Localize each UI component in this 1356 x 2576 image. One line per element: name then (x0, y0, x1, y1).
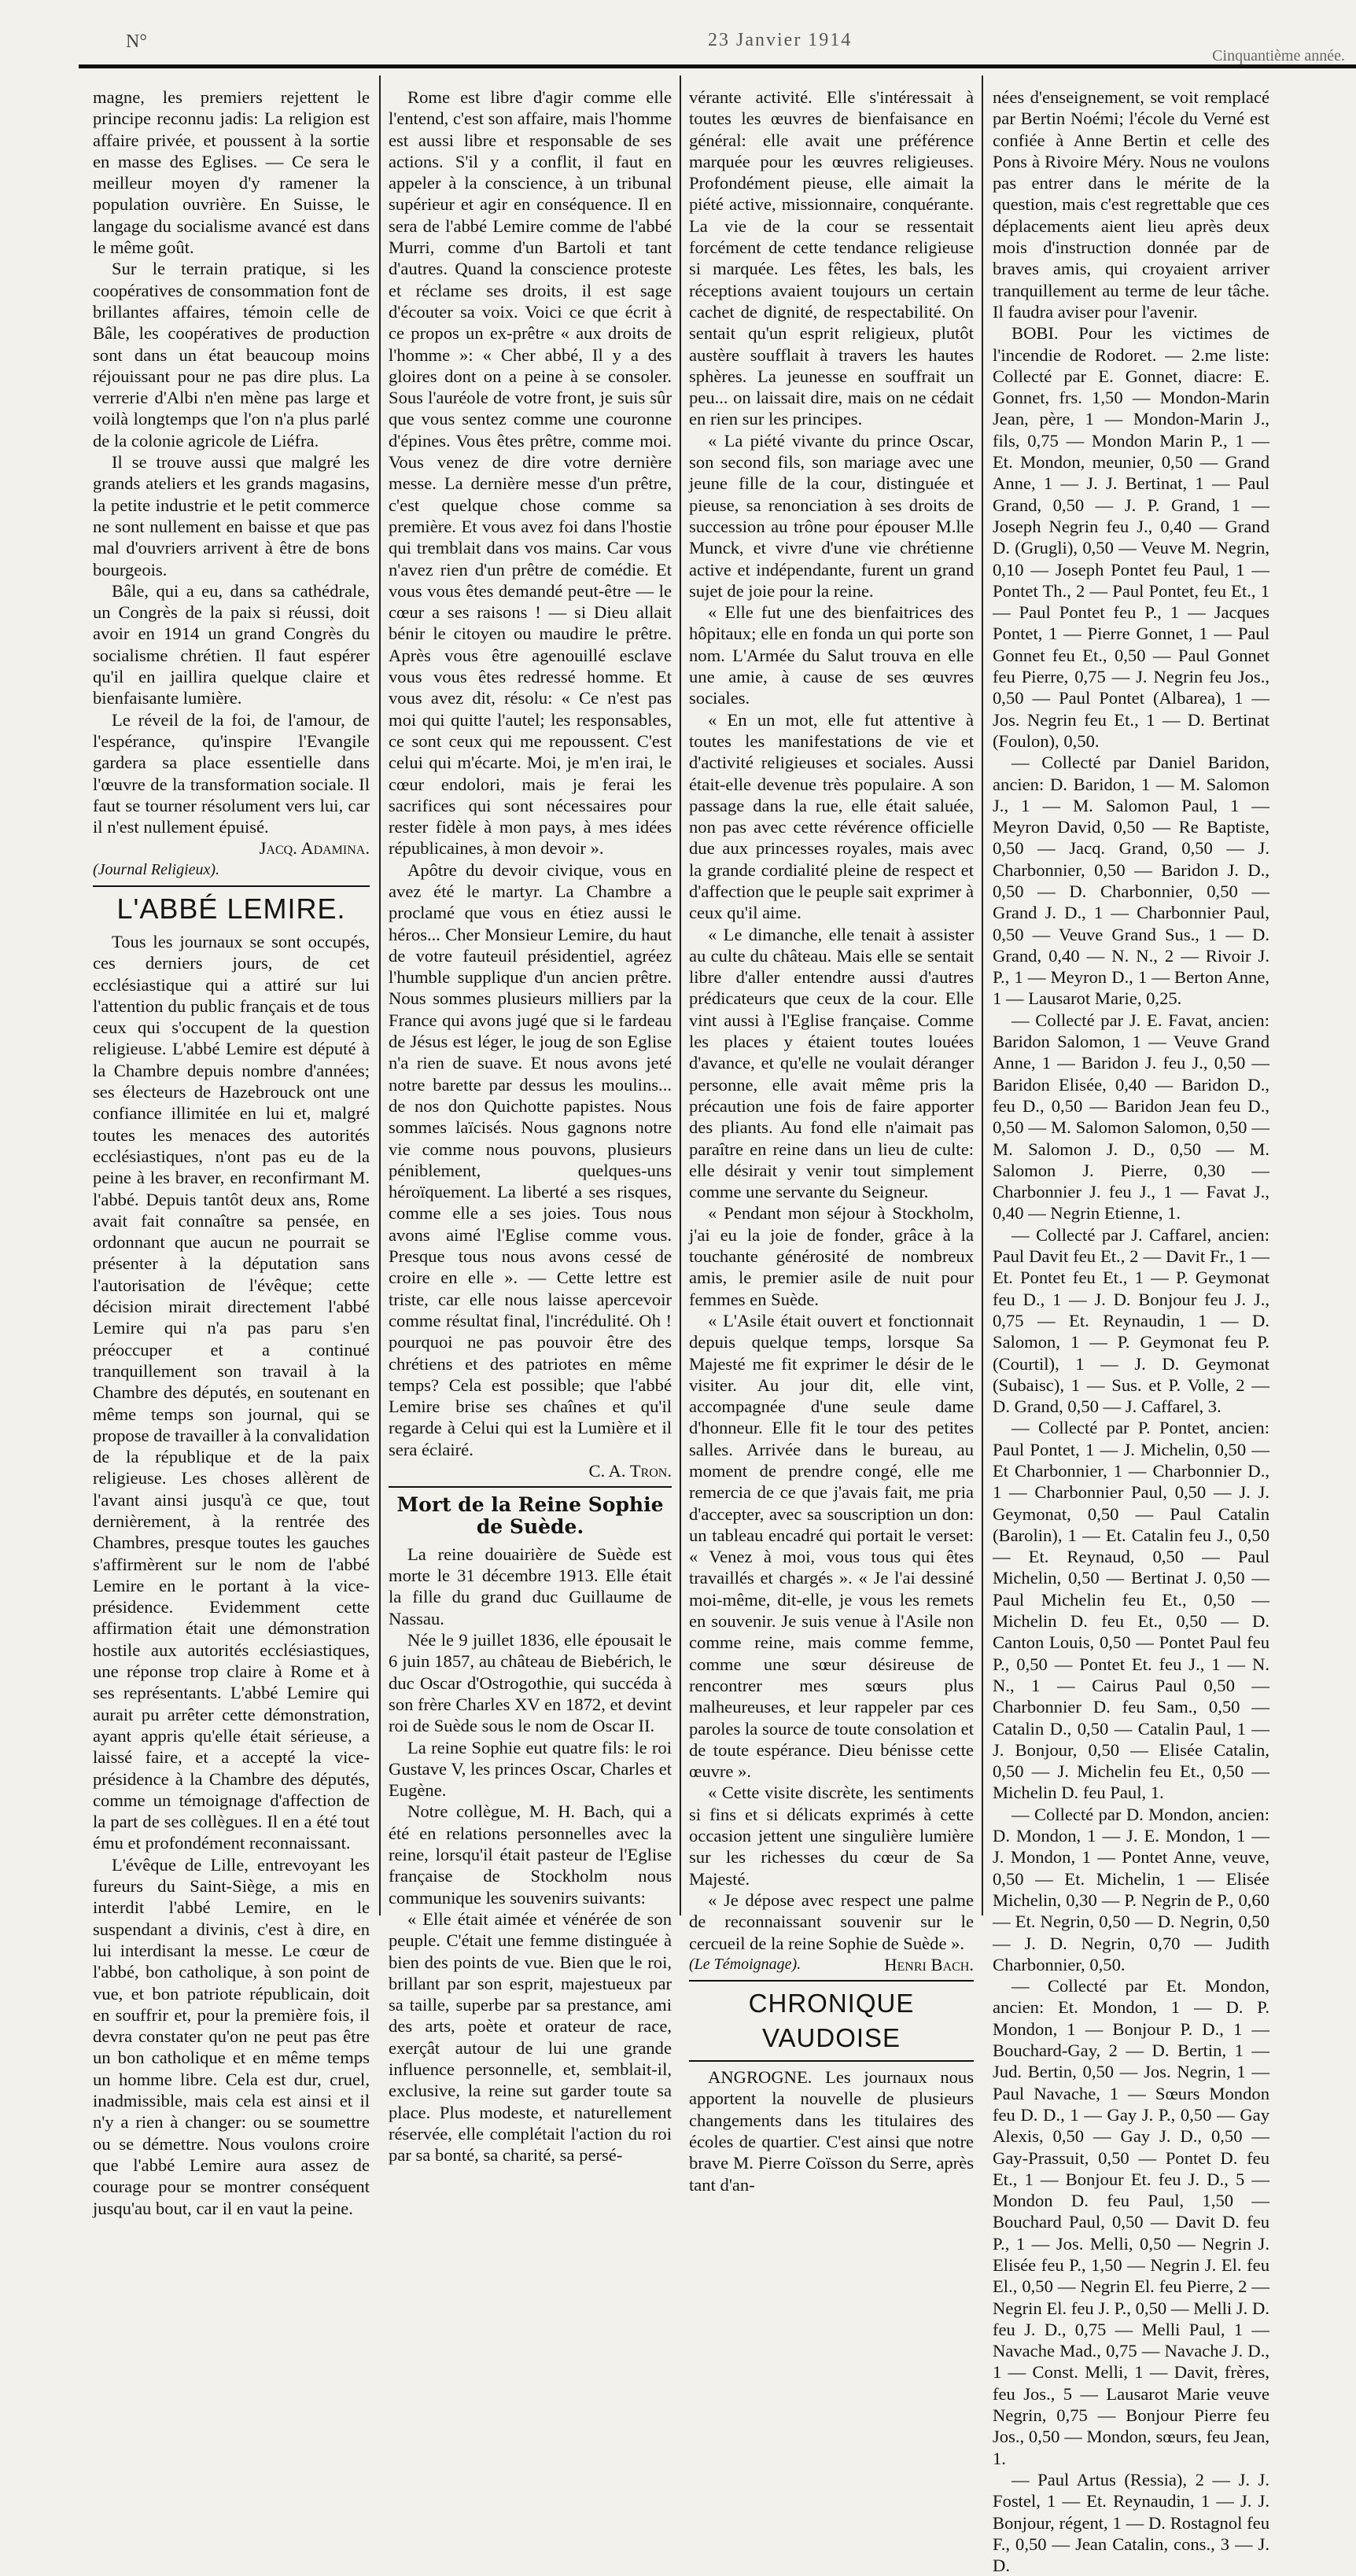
article-paragraph: Il se trouve aussi que malgré les grands ateliers et les grands magasins, la petite industrie et le petit commerce ne sont nullement en baisse et que pas mal d'ouvriers arrivent à être de bons bourgeois. (93, 452, 370, 580)
column-2 (389, 86, 672, 2166)
reine-headline: Mort de la Reine Sophie de Suède. (396, 1493, 664, 1538)
section-rule (93, 885, 370, 887)
section-rule (389, 1486, 672, 1488)
article-paragraph: Notre collègue, M. H. Bach, qui a été en relations personnelles avec la reine, lorsqu'il était pasteur de l'Eglise française de Stockholm nous communique les souvenirs suivants: (389, 1801, 672, 1908)
article-paragraph: vérante activité. Elle s'intéressait à toutes les œuvres de bienfaisance en général: elle avait une préférence marquée pour les œuvres religieuses. Profondément pieuse, elle aimait la piété active, missionnaire, conquérante. La vie de la cour se ressentait forcément de cette tendance religieuse si marquée. Les fêtes, les bals, les réceptions avaient toujours un certain cachet de dignité, de respectabilité. On sentait qu'un esprit religieux, plutôt austère soufflait à travers les hautes sphères. La jeunesse en souffrait un peu... on laissait dire, mais on ne cédait en rien sur les principes. (689, 87, 974, 429)
article-paragraph: Bâle, qui a eu, dans sa cathédrale, un Congrès de la paix si réussi, doit avoir en 1914 un grand Congrès du socialisme chrétien. Il faut espérer qu'il en jaillira quelque claire et bienfaisante lumière. (93, 580, 370, 708)
article-paragraph: « L'Asile était ouvert et fonctionnait depuis quelque temps, lorsque Sa Majesté me fit exprimer le désir de le visiter. Au jour dit, elle vint, accompagnée d'une seule dame d'honneur. Elle fit le tour des petites salles. Arrivée dans le bureau, au moment de prendre congé, elle me remercia de ce que j'avais fait, me pria d'accepter, avec sa souscription un don: un tableau encadré qui portait le verset: « Venez à moi, vous tous qui êtes travaillés et chargés ». « Je l'ai dessiné moi-même, dit-elle, je vous les remets en souvenir. Je suis venue à l'Asile non comme reine, mais comme femme, comme une sœur désireuse de rencontrer mes sœurs plus malheureuses, et leur rappeler par ces paroles la source de toute consolation et de toute espérance. Dieu bénisse cette œuvre ». (689, 1310, 974, 1782)
article-paragraph: « Cette visite discrète, les sentiments si fins et si délicats exprimés à cette occasion jettent une singulière lumière sur les richesses du cœur de Sa Majesté. (689, 1783, 974, 1889)
article-paragraph: Le réveil de la foi, de l'amour, de l'espérance, qu'inspire l'Evangile gardera sa place essentielle dans l'œuvre de la transformation sociale. Il faut se tourner résolument vers lui, car il n'est nullement épuisé. (93, 709, 370, 837)
year-label: Cinquantième année. (1212, 47, 1345, 64)
article-paragraph: Sur le terrain pratique, si les coopératives de consommation font de brillantes affaires, témoin celle de Bâle, les coopératives de production sont dans un état beaucoup moins réjouissant pour ne pas dire plus. La verrerie d'Albi n'en mène pas large et voilà longtemps que l'on n'a plus parlé de la colonie agricole de Liéfra. (93, 259, 370, 451)
subscription-list: — Collecté par J. E. Favat, ancien: Baridon Salomon, 1 — Veuve Grand Anne, 1 — Baridon J. feu J., 0,50 — Baridon Elisée, 0,40 — Baridon D., feu D., 0,50 — Baridon Jean feu D., 0,50 — M. Salomon Salomon, 0,50 — M. Salomon J. D., 0,50 — M. Salomon J. Pierre, 0,30 — Charbonnier J. feu J., 1 — Favat J., 0,40 — Negrin Etienne, 1. (993, 1010, 1269, 1224)
subscription-list: — Collecté par Et. Mondon, ancien: Et. Mondon, 1 — D. P. Mondon, 1 — Bonjour P. D., 1 — Bouchard-Gay, 2 — D. Bertin, 1 — Jud. Bertin, 0,50 — Jos. Negrin, 1 — Paul Navache, 1 — Sœurs Mondon feu D. D., 1 — Gay J. P., 0,50 — Gay Alexis, 0,50 — Gay J. D., 0,50 — Gay-Prassuit, 0,50 — Pontet D. feu Et., 1 — Bonjour Et. feu J. D., 5 — Mondon D. feu Paul, 1,50 — Bouchard Paul, 0,50 — Davit D. feu P., 1 — Jos. Melli, 0,50 — Negrin J. Elisée feu P., 1,50 — Negrin J. El. feu El., 0,50 — Negrin El. feu Pierre, 2 — Negrin El. feu J. P., 0,50 — Melli J. D. feu J. D., 0,75 — Melli Paul, 1 — Navache Mad., 0,75 — Navache J. D., 1 — Const. Melli, 1 — Davit, frères, feu Jos., 5 — Lausarot Marie veuve Negrin, 0,75 — Bonjour Pierre feu Jos., 0,50 — Mondon, sœurs, feu Jean, 1. (993, 1976, 1269, 2468)
article-paragraph: La reine douairière de Suède est morte le 31 décembre 1913. Elle était la fille du grand duc Guillaume de Nassau. (389, 1544, 672, 1628)
article-paragraph: La reine Sophie eut quatre fils: le roi Gustave V, les princes Oscar, Charles et Eugène. (389, 1737, 672, 1801)
article-credit (689, 1954, 974, 1975)
article-paragraph: « Pendant mon séjour à Stockholm, j'ai eu la joie de fonder, grâce à la touchante générosité de nombreux amis, le premier asile de nuit pour femmes en Suède. (689, 1203, 974, 1309)
section-rule (689, 2060, 974, 2062)
article-paragraph: Née le 9 juillet 1836, elle épousait le 6 juin 1857, au château de Biebérich, le duc Oscar d'Ostrogothie, qui succéda à son frère Charles XV en 1872, et devint roi de Suède sous le nom de Oscar II. (389, 1630, 672, 1736)
subscription-list: — Paul Artus (Ressia), 2 — J. J. Fostel, 1 — Et. Reynaudin, 1 — J. J. Bonjour, régent, 1 — D. Rostagnol feu F., 0,50 — Jean Catalin, cons., 3 — J. D. (993, 2469, 1269, 2576)
subscription-list: — Collecté par Daniel Baridon, ancien: D. Baridon, 1 — M. Salomon J., 1 — M. Salomon Paul, 1 — Meyron David, 0,50 — Re Baptiste, 0,50 — Jacq. Grand, 0,50 — J. Charbonnier, 0,50 — Baridon J. D., 0,50 — D. Charbonnier, 0,50 — Grand J. D., 1 — Charbonnier Paul, 0,50 — Veuve Grand Sus., 1 — D. Grand, 0,40 — N. N., 2 — Rivoir J. P., 1 — Meyron D., 1 — Berton Anne, 1 — Lausarot Marie, 0,25. (993, 753, 1269, 1009)
section-rule (689, 1980, 974, 1982)
page-header (0, 24, 1356, 68)
issue-date: 23 Janvier 1914 (708, 30, 853, 50)
page-number: N° (126, 31, 147, 52)
article-paragraph: L'évêque de Lille, entrevoyant les fureurs du Saint-Siège, a mis en interdit l'abbé Lemire, en le suspendant a divinis, c'est à dire, en lui interdisant la messe. Le cœur de l'abbé, bon catholique, à son point de vue, et bon patriote républicain, doit en souffrir et, pour la première fois, il devra constater qu'on ne peut pas être un bon catholique et en même temps un homme libre. Cela est dur, cruel, inadmissible, mais cela est ainsi et il n'y a rien à changer: ou se soumettre ou se démettre. Nous voulons croire que l'abbé Lemire aura assez de courage pour se montrer conséquent jusqu'au bout, car il en vaut la peine. (93, 1854, 370, 2218)
article-paragraph: « Elle fut une des bienfaitrices des hôpitaux; elle en fonda un qui porte son nom. L'Armée du Salut trouva en elle une amie, à cause de ses œuvres sociales. (689, 602, 974, 708)
article-paragraph: Rome est libre d'agir comme elle l'entend, c'est son affaire, mais l'homme est aussi libre et responsable de ses actions. S'il y a conflit, il faut en appeler à la conscience, à un tribunal supérieur et agir en conséquence. Il en sera de l'abbé Lemire comme de l'abbé Murri, comme d'un Bartoli et tant d'autres. Quand la conscience proteste et réclame ses droits, il est sage d'écouter sa voix. Voici ce que écrit à ce propos un ex-prêtre « aux droits de l'homme »: « Cher abbé, Il y a des gloires dont on a peine à se consoler. Sous l'auréole de votre front, je suis sûr que vous sentez comme une couronne d'épines. Vous êtes prêtre, comme moi. Vous venez de dire votre dernière messe. La dernière messe d'un prêtre, c'est quelque chose comme sa première. Et vous avez foi dans l'hostie qui tremblait dans vos mains. Car vous n'avez rien d'un prêtre de comédie. Et vous vous êtes demandé peut-être — le cœur a ses raisons ! — si Dieu allait bénir le citoyen ou maudire le prêtre. Après vous être agenouillé esclave vous vous êtes redressé homme. Et vous avez dit, résolu: « Ce n'est pas moi qui quitte l'autel; les responsables, ce sont ceux qui me repoussent. C'est celui qui m'écarte. Moi, je m'en irai, le cœur endolori, mais je ferai les sacrifices qui sont nécessaires pour rester fidèle à mon pays, à mes idées républicaines, à mon devoir ». (389, 87, 672, 859)
column-1 (93, 86, 370, 2219)
column-3 (689, 86, 974, 2195)
subscription-list: — Collecté par P. Pontet, ancien: Paul Pontet, 1 — J. Michelin, 0,50 — Et Charbonnier, 1 — Charbonnier D., 1 — Charbonnier Paul, 0,50 — J. J. Geymonat, 0,50 — Paul Catalin (Barolin), 1 — Et. Catalin feu J., 0,50 — Et. Reynaud, 0,50 — Paul Michelin, 0,50 — Bertinat J. 0,50 — Paul Michelin feu Et., 0,50 — Michelin D. feu Et., 0,50 — D. Canton Louis, 0,50 — Pontet Paul feu P., 0,50 — Pontet Et. feu J., 1 — N. N., 1 — Cairus Paul 0,50 — Charbonnier D. feu Sam., 0,50 — Catalin D., 0,50 — Catalin Paul, 1 — J. Bonjour, 0,50 — Elisée Catalin, 0,50 — J. Michelin feu Et., 0,50 — Michelin D. feu Paul, 1. (993, 1418, 1269, 1803)
article-paragraph: magne, les premiers rejettent le principe reconnu jadis: La religion est affaire privée, et poussent à la sortie en masse des Eglises. — Ce sera le meilleur moyen d'y ramener la population ouvrière. En Suisse, le langage du socialisme avancé est dans le même goût. (93, 87, 370, 258)
article-signature: Jacq. Adamina. (259, 838, 370, 859)
article-paragraph: Apôtre du devoir civique, vous en avez été le martyr. La Chambre a proclamé que vous en étiez aussi le héros... Cher Monsieur Lemire, du haut de votre fauteuil présidentiel, agréez l'humble supplique d'un ancien prêtre. Nous sommes plusieurs milliers par la France qui avons jugé que si le fardeau de Jésus est léger, le joug de son Eglise n'a rien de suave. Et nous avons jeté notre barette par dessus les moulins... de nos don Quichotte papistes. Nous sommes laïcisés. Nous gagnons notre vie comme nous pouvons, plusieurs péniblement, quelques-uns héroïquement. La liberté a ses risques, comme elle a ses joies. Tous nous avons aimé l'Eglise comme vous. Presque tous nous avons cessé de croire en elle ». — Cette lettre est triste, car elle nous laisse apercevoir comme résultat final, l'incrédulité. Oh ! pourquoi ne pas pouvoir être des chrétiens et des patriotes en même temps? Cela est possible; que l'abbé Lemire brise ses chaînes et qu'il regarde à Celui qui est la Lumière et il sera éclairé. (389, 859, 672, 1459)
article-signature: Henri Bach. (884, 1954, 974, 1974)
article-paragraph: « En un mot, elle fut attentive à toutes les manifestations de vie et d'activité religieuses et sociales. Aussi était-elle devenue très populaire. A son passage dans la rue, elle était saluée, non pas avec cette révérence officielle due aux princesses royales, mais avec la grande cordialité pleine de respect et d'affection que le peuple sait exprimer à ceux qu'il aime. (689, 709, 974, 923)
column-divider (379, 75, 381, 1915)
subscription-list: BOBI. Pour les victimes de l'incendie de Rodoret. — 2.me liste: Collecté par E. Gonnet, diacre: E. Gonnet, frs. 1,50 — Mondon-Marin Jean, père, 1 — Mondon-Marin J., fils, 0,75 — Mondon Marin P., 1 — Et. Mondon, meunier, 0,50 — Grand Anne, 1 — J. J. Bertinat, 1 — Paul Grand, 0,50 — J. P. Grand, 1 — Joseph Negrin feu J., 0,40 — Grand D. (Grugli), 0,50 — Veuve M. Negrin, 0,10 — Joseph Pontet feu Paul, 1 — Pontet Th., 2 — Paul Pontet, feu Et., 1 — Paul Pontet feu P., 1 — Jacques Pontet, 1 — Pierre Gonnet, 1 — Paul Gonnet feu Et., 0,50 — Paul Gonnet feu Pierre, 0,75 — J. Negrin feu Jos., 0,50 — Paul Pontet (Albarea), 1 — Jos. Negrin feu Et., 1 — D. Bertinat (Foulon), 0,50. (993, 323, 1269, 751)
article-paragraph: « Le dimanche, elle tenait à assister au culte du château. Mais elle se sentait libre d'aller entendre aussi d'autres prédicateurs que ceux de la cour. Elle vint aussi à l'Eglise française. Comme les places y étaient toutes louées d'avance, et qu'elle ne voulait déranger personne, elle avait même pris la précaution une fois de faire apporter des pliants. Au fond elle n'aimait pas paraître en reine dans un lieu de culte: elle désirait y venir tout simplement comme une servante du Seigneur. (689, 924, 974, 1202)
article-signature: C. A. Tron. (588, 1461, 672, 1481)
lemire-headline: L'ABBÉ LEMIRE. (116, 892, 346, 925)
article-paragraph: « Elle était aimée et vénérée de son peuple. C'était une femme distinguée à bien des points de vue. Bien que le roi, brillant par son esprit, majestueux par sa taille, superbe par sa prestance, ami des arts, poète et orateur de race, exerçât autour de lui une grande influence personnelle, et, semblait-il, exclusive, la reine sut garder toute sa place. Plus modeste, et naturellement réservée, elle complétait l'action du roi par sa bonté, sa charité, sa persé- (389, 1908, 672, 2166)
article-paragraph: « La piété vivante du prince Oscar, son second fils, son mariage avec une jeune fille de la cour, distinguée et pieuse, sa renonciation à ses droits de succession au trône pour épouser M.lle Munck, et vivre d'une vie chrétienne active et indépendante, furent un grand sujet de joie pour la reine. (689, 430, 974, 601)
header-rule (79, 64, 1356, 68)
article-paragraph: ANGROGNE. Les journaux nous apportent la nouvelle de plusieurs changements dans les titulaires des écoles de quartier. C'est ainsi que notre brave M. Pierre Coïsson du Serre, après tant d'an- (689, 2067, 974, 2195)
article-paragraph: Tous les journaux se sont occupés, ces derniers jours, de cet ecclésiastique qui a attiré sur lui l'attention du public français et de tous ceux qui s'occupent de la question religieuse. L'abbé Lemire est député à la Chambre depuis nombre d'années; ses électeurs de Hazebrouck ont une confiance illimitée en lui et, malgré toutes les menaces des autorités ecclésiastiques, n'ont pas eu de la peine à les braver, en reconfirmant M. l'abbé. Depuis tantôt deux ans, Rome avait fait connaître sa pensée, en ordonnant que aucun ne pourrait se présenter à la députation sans l'autorisation de l'évêque; cette décision mirait directement l'abbé Lemire qui n'a pas paru s'en préoccuper et a continué tranquillement son travail à la Chambre des députés, en soutenant en même temps son journal, qui se propose de travailler à la convalidation de la république et de la paix religieuse. Les choses allèrent de l'avant ainsi jusqu'à ce que, tout dernièrement, à la rentrée des Chambres, presque toutes les gauches s'affirmèrent sur le nom de l'abbé Lemire en le portant à la vice-présidence. Evidemment cette affirmation était une démonstration hostile aux autorités ecclésiastiques, une réponse trop claire à Rome et à ses représentants. L'abbé Lemire qui aurait pu arrêter cette démonstration, ayant appris qu'elle était sérieuse, a laissé faire, et a accepté la vice-présidence à la Chambre des députés, comme un témoignage d'affection de la part de ses collègues. Il en a été tout ému et profondément reconnaissant. (93, 931, 370, 1853)
chronique-headline: CHRONIQUE VAUDOISE (748, 1989, 915, 2053)
article-source: (Journal Religieux). (93, 860, 220, 878)
column-divider (982, 75, 983, 1915)
article-source: (Le Témoignage). (689, 1955, 801, 1973)
subscription-list: — Collecté par J. Caffarel, ancien: Paul Davit feu Et., 2 — Davit Fr., 1 — Et. Pontet feu Et., 1 — P. Geymonat feu D., 1 — J. D. Bonjour feu J. J., 0,75 — Et. Reynaudin, 1 — D. Salomon, 1 — P. Geymonat feu P. (Courtil), 1 — J. D. Geymonat (Subaisc), 1 — Sus. et P. Volle, 2 — D. Grand, 0,50 — J. Caffarel, 3. (993, 1224, 1269, 1417)
article-paragraph: nées d'enseignement, se voit remplacé par Bertin Noémi; l'école du Verné est confiée à Anne Bertin et celle des Pons à Rivoire Méry. Nous ne voulons pas entrer dans le mérite de la question, mais c'est regrettable que ces déplacements aient lieu après deux mois d'instruction donnée par de braves amis, qui croyaient arriver tranquillement au terme de leur tâche. Il faudra aviser pour l'avenir. (993, 87, 1269, 322)
subscription-list: — Collecté par D. Mondon, ancien: D. Mondon, 1 — J. E. Mondon, 1 — J. Mondon, 1 — Pontet Anne, veuve, 0,50 — Et. Michelin, 1 — Elisée Michelin, 0,30 — P. Negrin de P., 0,60 — Et. Negrin, 0,50 — D. Negrin, 0,50 — J. D. Negrin, 0,70 — Judith Charbonnier, 0,50. (993, 1804, 1269, 1974)
column-4 (993, 86, 1269, 2576)
article-paragraph: « Je dépose avec respect une palme de reconnaissant souvenir sur le cercueil de la reine Sophie de Suède ». (689, 1890, 974, 1953)
column-divider (680, 75, 681, 1915)
